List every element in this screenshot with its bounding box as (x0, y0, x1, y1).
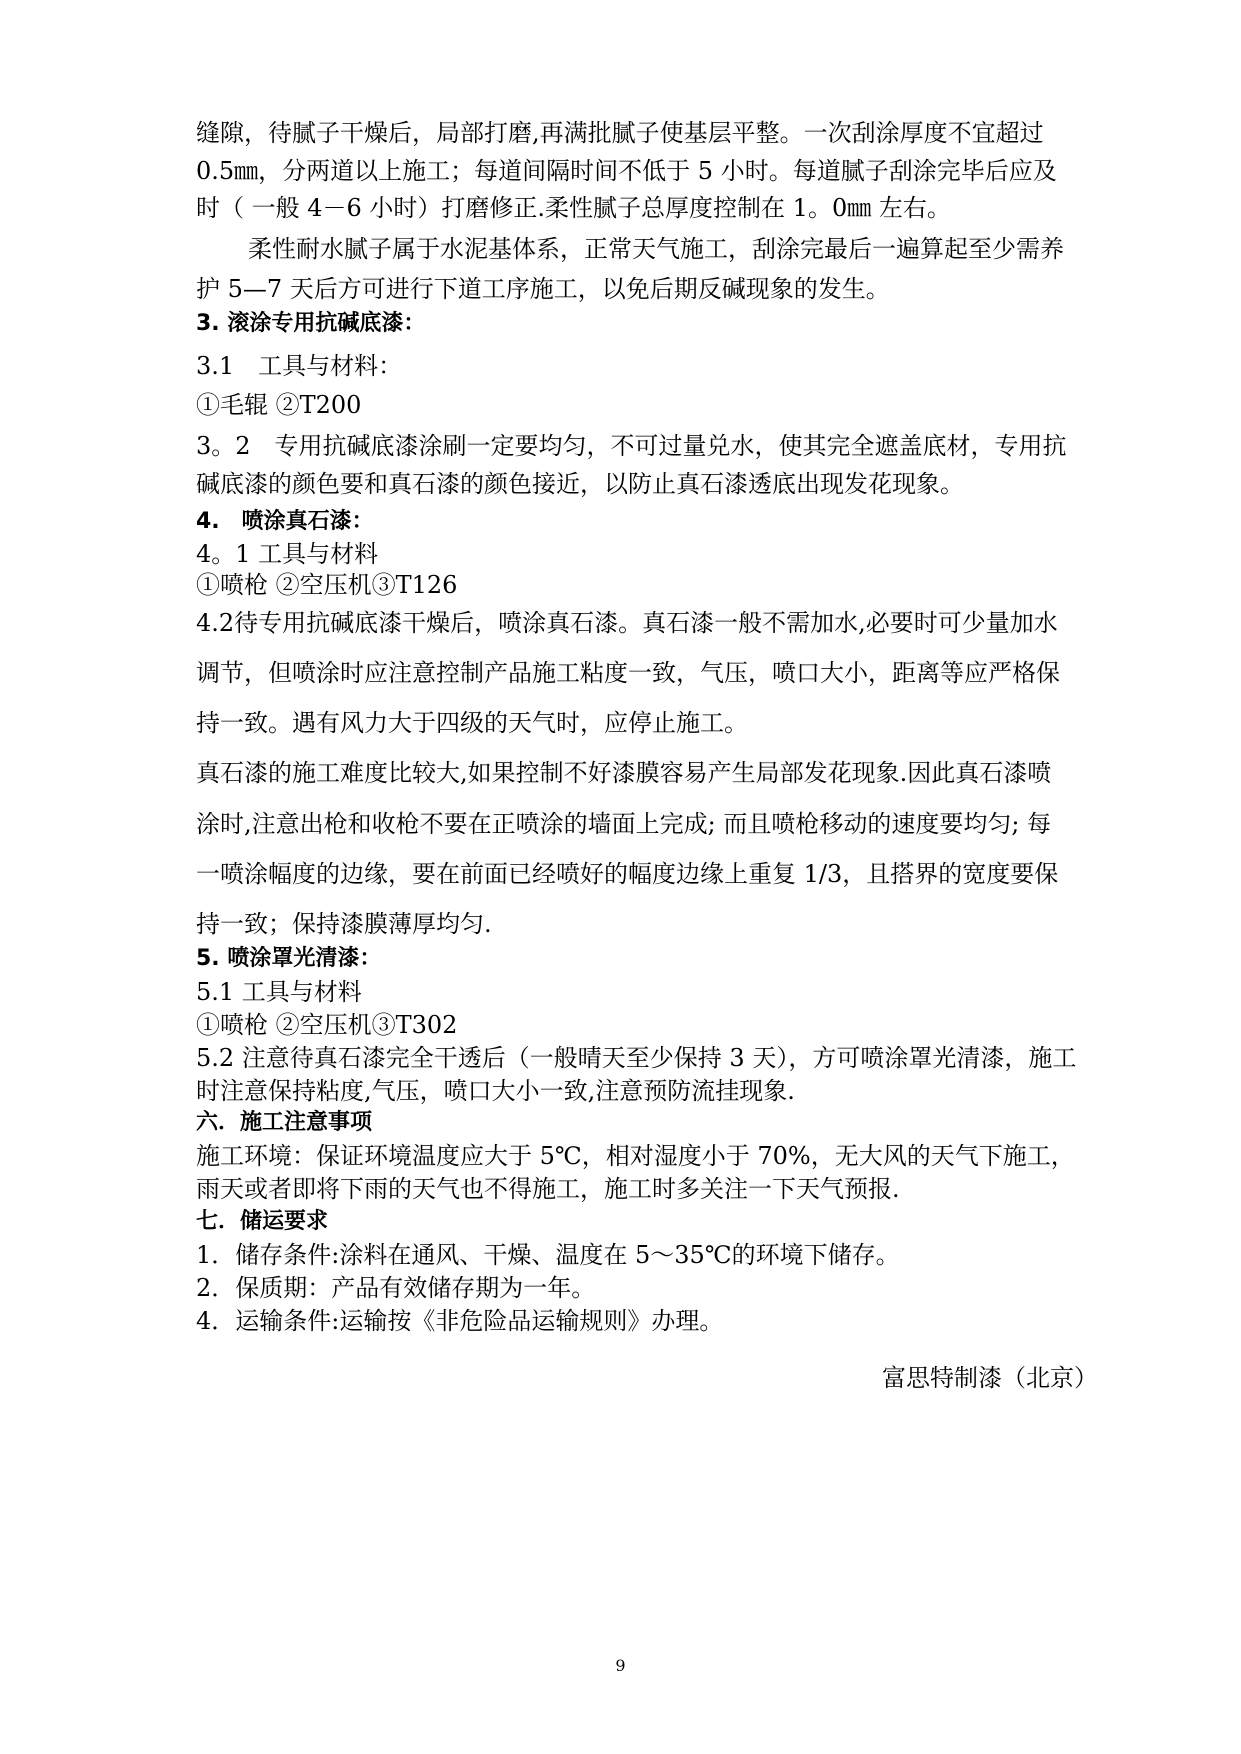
section-heading: 4. 喷涂真石漆： (196, 509, 374, 534)
paragraph-line: 时注意保持粘度,气压，喷口大小一致,注意预防流挂现象. (196, 1077, 795, 1105)
company-signature: 富思特制漆（北京） (882, 1364, 1098, 1392)
list-item: 4．运输条件:运输按《非危险品运输规则》办理。 (196, 1307, 724, 1335)
paragraph-line: 0.5㎜，分两道以上施工；每道间隔时间不低于 5 小时。每道腻子刮涂完毕后应及 (196, 157, 1057, 185)
page-number: 9 (615, 1656, 626, 1675)
paragraph-line: 柔性耐水腻子属于水泥基体系，正常天气施工，刮涂完最后一遍算起至少需养 (248, 235, 1064, 263)
paragraph-line: 护 5—7 天后方可进行下道工序施工，以免后期反碱现象的发生。 (196, 275, 890, 303)
paragraph-line: 一喷涂幅度的边缘，要在前面已经喷好的幅度边缘上重复 1/3，且搭界的宽度要保 (196, 860, 1059, 888)
paragraph-line: 涂时,注意出枪和收枪不要在正喷涂的墙面上完成; 而且喷枪移动的速度要均匀; 每 (196, 810, 1052, 838)
paragraph-line: 真石漆的施工难度比较大,如果控制不好漆膜容易产生局部发花现象.因此真石漆喷 (196, 759, 1052, 787)
paragraph-line: 3。2 专用抗碱底漆涂刷一定要均匀，不可过量兑水，使其完全遮盖底材，专用抗 (196, 432, 1067, 460)
list-item: ①毛辊 ②T200 (196, 391, 362, 419)
paragraph-line: 4.2待专用抗碱底漆干燥后，喷涂真石漆。真石漆一般不需加水,必要时可少量加水 (196, 609, 1058, 637)
paragraph-line: 持一致。遇有风力大于四级的天气时，应停止施工。 (196, 709, 748, 737)
section-heading: 5. 喷涂罩光清漆： (196, 946, 382, 971)
section-heading: 七．储运要求 (196, 1209, 329, 1234)
paragraph-line: 持一致；保持漆膜薄厚均匀. (196, 910, 492, 938)
paragraph-line: 雨天或者即将下雨的天气也不得施工，施工时多关注一下天气预报. (196, 1175, 900, 1203)
paragraph-line: 时（ 一般 4－6 小时）打磨修正.柔性腻子总厚度控制在 1。0㎜ 左右。 (196, 194, 951, 222)
paragraph-line: 碱底漆的颜色要和真石漆的颜色接近，以防止真石漆透底出现发花现象。 (196, 470, 964, 498)
paragraph-line: 调节，但喷涂时应注意控制产品施工粘度一致，气压，喷口大小，距离等应严格保 (196, 659, 1060, 687)
section-heading: 3. 滚涂专用抗碱底漆： (196, 311, 426, 336)
paragraph-line: 5.2 注意待真石漆完全干透后（一般晴天至少保持 3 天），方可喷涂罩光清漆，施工 (196, 1044, 1077, 1072)
list-item: ①喷枪 ②空压机③T302 (196, 1011, 458, 1039)
section-heading: 六．施工注意事项 (196, 1110, 373, 1135)
list-item: ①喷枪 ②空压机③T126 (196, 571, 458, 599)
list-item: 3.1 工具与材料： (196, 352, 403, 380)
paragraph-line: 施工环境：保证环境温度应大于 5℃，相对湿度小于 70%，无大风的天气下施工， (196, 1142, 1075, 1170)
list-item: 2．保质期：产品有效储存期为一年。 (196, 1274, 596, 1302)
list-item: 1．储存条件:涂料在通风、干燥、温度在 5～35℃的环境下储存。 (196, 1241, 900, 1269)
list-item: 5.1 工具与材料 (196, 978, 362, 1006)
paragraph-line: 缝隙，待腻子干燥后，局部打磨,再满批腻子使基层平整。一次刮涂厚度不宜超过 (196, 119, 1044, 147)
list-item: 4。1 工具与材料 (196, 540, 379, 568)
